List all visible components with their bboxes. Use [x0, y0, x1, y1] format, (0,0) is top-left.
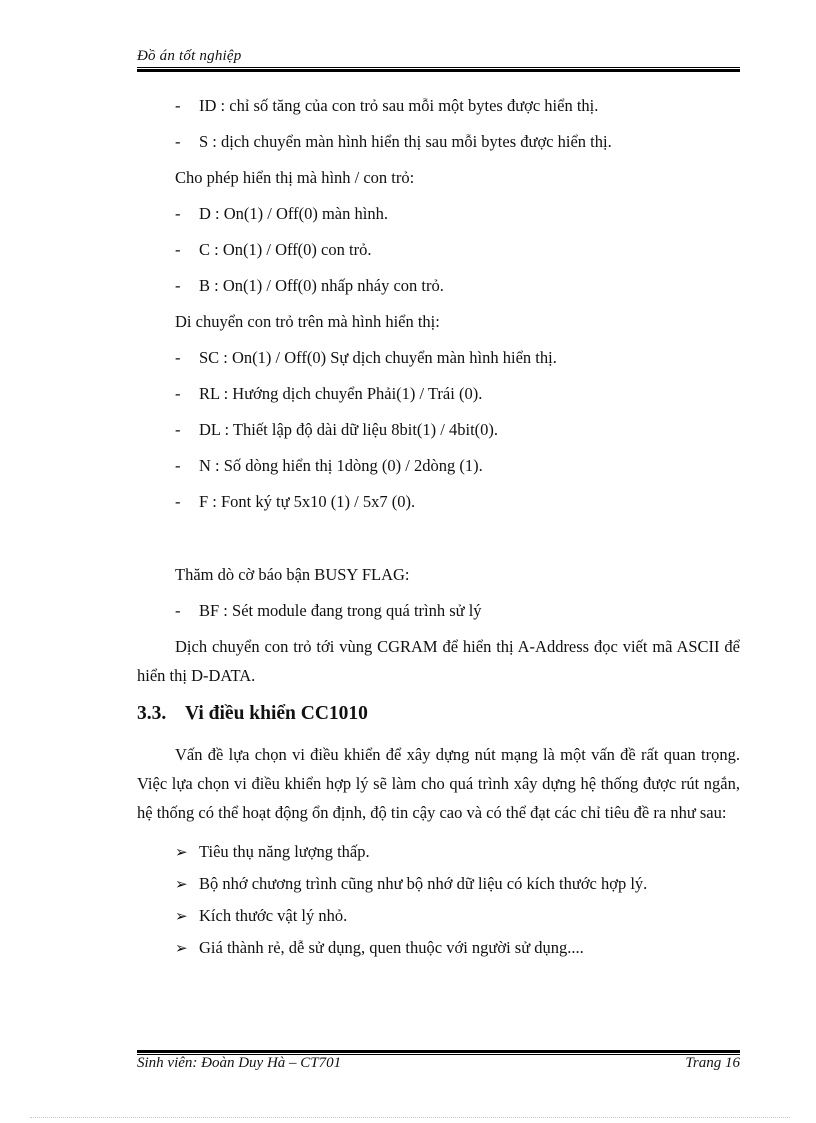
dash-marker: - — [175, 384, 181, 403]
header-rule — [137, 67, 740, 72]
list-item — [137, 593, 740, 629]
bullet-item — [137, 932, 740, 964]
dash-marker: - — [175, 601, 181, 620]
arrow-bullet-icon: ➢ — [175, 941, 188, 957]
list-item-text: B : On(1) / Off(0) nhấp nháy con trỏ. — [199, 276, 444, 295]
page-footer — [137, 1055, 740, 1072]
dash-marker: - — [175, 348, 181, 367]
bullet-text: Kích thước vật lý nhỏ. — [199, 906, 348, 925]
spacer — [137, 520, 740, 557]
list-item-text: ID : chỉ số tăng của con trỏ sau mỗi một bytes được hiển thị. — [199, 96, 599, 115]
dash-marker: - — [175, 204, 181, 223]
bullet-list — [137, 836, 740, 964]
list-item-text: F : Font ký tự 5x10 (1) / 5x7 (0). — [199, 492, 416, 511]
label-display-control: Cho phép hiển thị mà hình / con trỏ: — [175, 168, 415, 187]
list-item-text: N : Số dòng hiển thị 1dòng (0) / 2dòng (1). — [199, 456, 483, 475]
dash-marker: - — [175, 492, 181, 511]
bullet-text: Tiêu thụ năng lượng thấp. — [199, 842, 370, 861]
label-cursor-move: Di chuyển con trỏ trên mà hình hiển thị: — [175, 312, 440, 331]
list-item — [137, 88, 740, 124]
dash-marker: - — [175, 96, 181, 115]
dash-marker: - — [175, 420, 181, 439]
bullet-text: Giá thành rẻ, dễ sử dụng, quen thuộc với người sử dụng.... — [199, 938, 584, 957]
bullet-item — [137, 900, 740, 932]
section-number: 3.3. — [137, 703, 167, 724]
list-item — [137, 340, 740, 376]
list-item-text: D : On(1) / Off(0) màn hình. — [199, 204, 388, 223]
footer-student: Sinh viên: Đoàn Duy Hà – CT701 — [137, 1055, 342, 1071]
list-item-text: DL : Thiết lập độ dài dữ liệu 8bit(1) / 4bit(0). — [199, 420, 499, 439]
paragraph-intro: Vấn đề lựa chọn vi điều khiển để xây dựng nút mạng là một vấn đề rất quan trọng. Việc lựa chọn vi điều khiển hợp lý sẽ làm cho quá trình xây dựng hệ thống được rút ngắn, hệ thống có thể hoạt động ổn định, độ tin cậy cao và có thể đạt các chỉ tiêu đề ra như sau: — [137, 745, 740, 822]
section-title: Vi điều khiển CC1010 — [185, 703, 368, 724]
list-item — [137, 232, 740, 268]
dash-marker: - — [175, 276, 181, 295]
list-item — [137, 196, 740, 232]
page-content — [137, 88, 740, 964]
list-item-text: C : On(1) / Off(0) con trỏ. — [199, 240, 372, 259]
dash-marker: - — [175, 240, 181, 259]
arrow-bullet-icon: ➢ — [175, 909, 188, 925]
bullet-item — [137, 836, 740, 868]
header-title: Đồ án tốt nghiệp — [137, 48, 242, 64]
dash-marker: - — [175, 456, 181, 475]
list-item-text: S : dịch chuyển màn hình hiển thị sau mỗi bytes được hiển thị. — [199, 132, 612, 151]
bullet-item — [137, 868, 740, 900]
list-item-text: RL : Hướng dịch chuyển Phải(1) / Trái (0). — [199, 384, 483, 403]
arrow-bullet-icon: ➢ — [175, 845, 188, 861]
bullet-text: Bộ nhớ chương trình cũng như bộ nhớ dữ liệu có kích thước hợp lý. — [199, 874, 648, 893]
paragraph-cgram: Dịch chuyển con trỏ tới vùng CGRAM để hiển thị A-Address đọc viết mã ASCII để hiển thị D-DATA. — [137, 637, 740, 685]
list-item — [137, 376, 740, 412]
list-item — [137, 412, 740, 448]
list-item — [137, 124, 740, 160]
dash-marker: - — [175, 132, 181, 151]
list-item-text: SC : On(1) / Off(0) Sự dịch chuyển màn hình hiển thị. — [199, 348, 557, 367]
list-item — [137, 268, 740, 304]
arrow-bullet-icon: ➢ — [175, 877, 188, 893]
label-busy-flag: Thăm dò cờ báo bận BUSY FLAG: — [175, 565, 410, 584]
page-edge-divider — [30, 1117, 790, 1118]
list-item — [137, 448, 740, 484]
list-item-text: BF : Sét module đang trong quá trình sử lý — [199, 601, 482, 620]
footer-page-number: Trang 16 — [685, 1055, 740, 1071]
list-item — [137, 484, 740, 520]
section-heading — [137, 696, 740, 732]
